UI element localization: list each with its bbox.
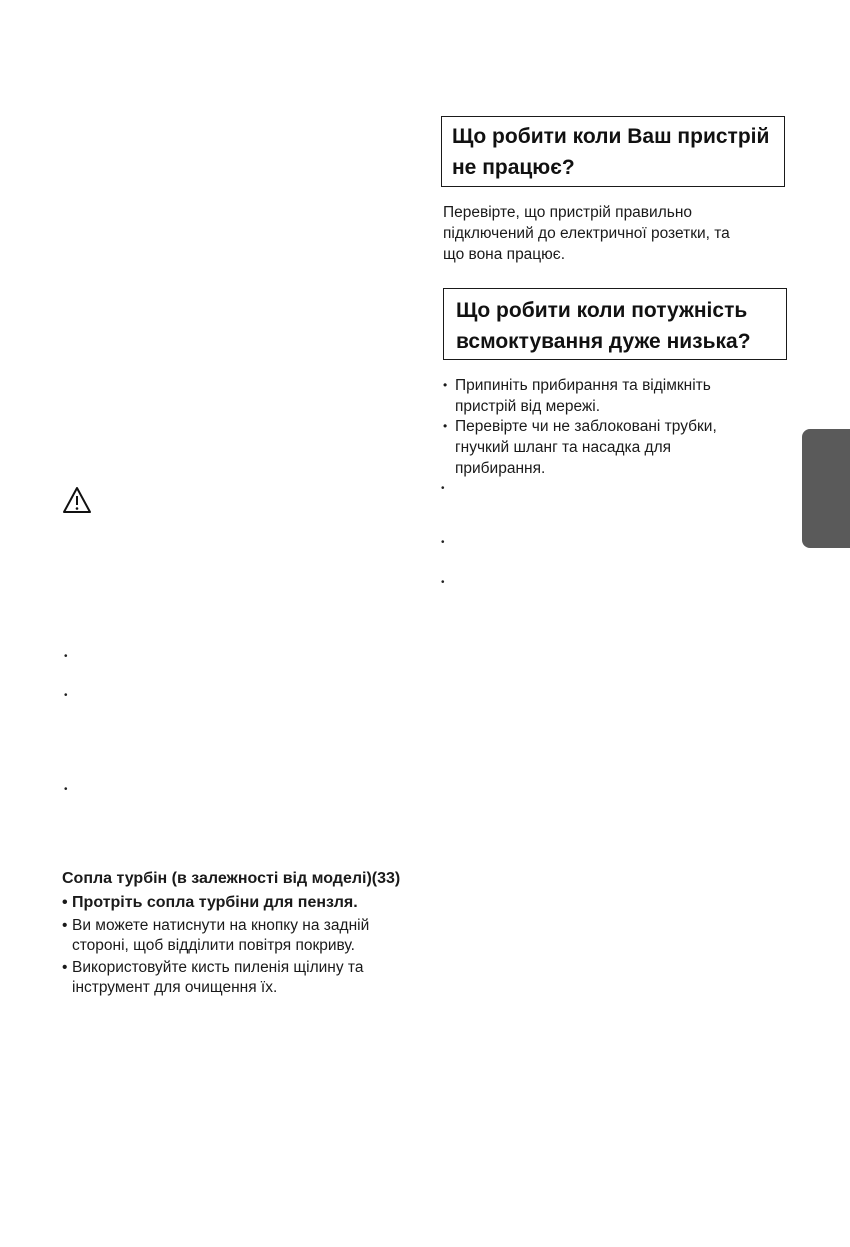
empty-bullet-icon: • [441, 483, 445, 494]
list-item-line: Ви можете натиснути на кнопку на задній [72, 917, 370, 934]
empty-bullet-icon: • [64, 690, 68, 701]
section-title-line2: всмоктування дуже низька? [456, 330, 751, 353]
empty-bullet-icon: • [64, 651, 68, 662]
empty-bullet-icon: • [441, 577, 445, 588]
paragraph-line: підключений до електричної розетки, та [443, 225, 730, 242]
bullet-icon: • [62, 917, 68, 934]
bullet-icon: • [443, 419, 448, 433]
list-item [62, 916, 432, 956]
wipe-nozzle-instruction: • Протріть сопла турбіни для пензля. [62, 894, 358, 911]
section-title-line1: Що робити коли Ваш пристрій [452, 125, 770, 148]
empty-bullet-icon: • [64, 784, 68, 795]
list-item-line: стороні, щоб відділити повітря покриву. [72, 937, 355, 954]
list-item-line: пристрій від мережі. [455, 398, 601, 415]
list-item [443, 375, 795, 417]
paragraph-line: що вона працює. [443, 246, 566, 263]
paragraph-line: Перевірте, що пристрій правильно [443, 204, 692, 221]
section-title-line1: Що робити коли потужність [456, 299, 748, 322]
section-title-line2: не працює? [452, 156, 575, 179]
list-item-line: інструмент для очищення їх. [72, 979, 278, 996]
bullet-icon: • [62, 959, 68, 976]
turbine-nozzle-heading: Сопла турбін (в залежності від моделі)(33) [62, 870, 401, 887]
list-item-line: гнучкий шланг та насадка для [455, 439, 672, 456]
list-item-line: прибирання. [455, 460, 546, 477]
list-item-line: Припиніть прибирання та відімкніть [455, 377, 711, 394]
bullet-icon: • [443, 378, 448, 392]
warning-triangle-icon [62, 486, 92, 514]
language-tab [802, 429, 850, 548]
empty-bullet-icon: • [441, 537, 445, 548]
section-title-box-not-working [441, 116, 785, 187]
list-item [62, 958, 432, 998]
check-connection-paragraph [443, 202, 793, 265]
list-item [443, 416, 795, 479]
list-item-line: Використовуйте кисть пиленія щілину та [72, 959, 364, 976]
section-title-box-low-suction [443, 288, 787, 360]
list-item-line: Перевірте чи не заблоковані трубки, [455, 418, 717, 435]
